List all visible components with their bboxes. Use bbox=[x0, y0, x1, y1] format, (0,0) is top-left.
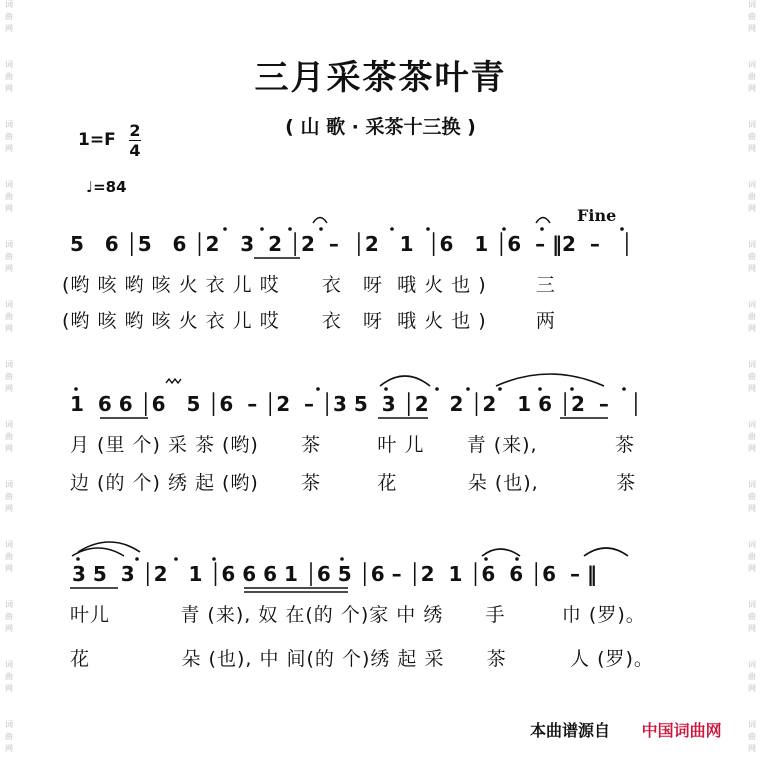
watermark-char: 曲 bbox=[5, 432, 13, 441]
watermark-char: 词 bbox=[5, 660, 13, 669]
watermark-char: 词 bbox=[748, 540, 756, 549]
tempo-marking: ♩=84 bbox=[86, 178, 127, 196]
watermark-char: 词 bbox=[748, 660, 756, 669]
watermark-char: 网 bbox=[748, 504, 756, 513]
watermark-char: 词 bbox=[5, 0, 13, 9]
watermark-char: 曲 bbox=[748, 192, 756, 201]
song-subtitle: ( 山 歌 · 采茶十三换 ) bbox=[285, 116, 476, 138]
watermark-char: 曲 bbox=[5, 312, 13, 321]
watermark-char: 词 bbox=[748, 600, 756, 609]
watermark-char: 词 bbox=[748, 720, 756, 729]
watermark-char: 词 bbox=[5, 240, 13, 249]
watermark-char: 词 bbox=[748, 420, 756, 429]
watermark-char: 网 bbox=[748, 24, 756, 33]
beam-underlines bbox=[70, 258, 608, 592]
watermark-char: 曲 bbox=[748, 492, 756, 501]
watermark-char: 网 bbox=[5, 264, 13, 273]
fermatas bbox=[313, 218, 550, 224]
watermark-char: 曲 bbox=[748, 612, 756, 621]
watermark-char: 网 bbox=[5, 384, 13, 393]
watermark-char: 词 bbox=[5, 300, 13, 309]
slurs bbox=[72, 374, 628, 556]
system-3-lyric-1: 叶儿 青 (来), 奴 在(的 个)家 中 绣 手 巾 (罗)。 bbox=[70, 604, 646, 626]
watermark-char: 曲 bbox=[748, 432, 756, 441]
watermark-char: 词 bbox=[5, 360, 13, 369]
watermark-char: 词 bbox=[748, 0, 756, 9]
system-3-notes: 3 5 3 │2 1 │6 6 6 1 │6 5 │6 – │2 1 │6 6 │6 – ‖ bbox=[72, 562, 597, 586]
watermark-char: 网 bbox=[748, 204, 756, 213]
octave-dots bbox=[74, 227, 626, 561]
system-1-notes: 5 6 │5 6 │2 3 2 │2 – │2 1 │6 1 │6 – ‖2 – │ bbox=[70, 232, 633, 256]
watermark-char: 网 bbox=[748, 684, 756, 693]
watermark-char: 词 bbox=[5, 120, 13, 129]
watermark-char: 曲 bbox=[5, 732, 13, 741]
watermark-char: 网 bbox=[748, 84, 756, 93]
system-2-notes: 1 6 6 │6 5 │6 – │2 – │3 5 3 │2 2 │2 1 6 │2 – │ bbox=[70, 392, 642, 416]
watermark-char: 曲 bbox=[748, 12, 756, 21]
watermark-char: 网 bbox=[5, 144, 13, 153]
song-title: 三月采茶茶叶青 bbox=[254, 58, 507, 98]
watermark-char: 网 bbox=[748, 744, 756, 753]
watermark-char: 曲 bbox=[748, 132, 756, 141]
watermark-char: 网 bbox=[5, 744, 13, 753]
watermark-char: 曲 bbox=[5, 72, 13, 81]
watermark-char: 曲 bbox=[748, 72, 756, 81]
system-2-lyric-2: 边 (的 个) 绣 起 (哟) 茶 花 朵 (也), 茶 bbox=[70, 472, 637, 494]
watermark-char: 曲 bbox=[5, 492, 13, 501]
watermark-char: 曲 bbox=[748, 252, 756, 261]
watermark-char: 词 bbox=[748, 240, 756, 249]
watermark-char: 网 bbox=[5, 504, 13, 513]
watermark-char: 网 bbox=[5, 24, 13, 33]
source-credit bbox=[530, 718, 722, 741]
watermark-char: 词 bbox=[748, 180, 756, 189]
watermark-char: 词 bbox=[5, 420, 13, 429]
watermark-char: 网 bbox=[5, 84, 13, 93]
system-3-lyric-2: 花 朵 (也), 中 间(的 个)绣 起 采 茶 人 (罗)。 bbox=[70, 648, 654, 670]
mordent bbox=[166, 379, 181, 383]
watermark-char: 网 bbox=[5, 444, 13, 453]
watermark-char: 曲 bbox=[5, 372, 13, 381]
watermark-char: 网 bbox=[5, 624, 13, 633]
watermark-char: 网 bbox=[748, 324, 756, 333]
watermark-char: 网 bbox=[5, 204, 13, 213]
source-site[interactable]: 中国词曲网 bbox=[641, 721, 722, 740]
watermark-char: 词 bbox=[5, 540, 13, 549]
watermark-char: 词 bbox=[5, 60, 13, 69]
watermark-char: 曲 bbox=[748, 672, 756, 681]
watermark-char: 词 bbox=[748, 360, 756, 369]
watermark-char: 曲 bbox=[748, 372, 756, 381]
system-1-lyric-1: (哟 咳 哟 咳 火 衣 儿 哎 衣 呀 哦 火 也 ) 三 bbox=[62, 274, 556, 296]
watermark-char: 词 bbox=[5, 600, 13, 609]
watermark-char: 网 bbox=[748, 144, 756, 153]
watermark-char: 曲 bbox=[5, 12, 13, 21]
system-2-lyric-1: 月 (里 个) 采 茶 (哟) 茶 叶 儿 青 (来), 茶 bbox=[70, 434, 636, 456]
watermark-char: 词 bbox=[5, 480, 13, 489]
watermark-char: 网 bbox=[5, 564, 13, 573]
source-label: 本曲谱源自 bbox=[530, 721, 611, 740]
key-signature: 1=F bbox=[78, 130, 116, 150]
watermark-char: 曲 bbox=[5, 192, 13, 201]
watermark-char: 曲 bbox=[748, 312, 756, 321]
watermark-char: 词 bbox=[748, 300, 756, 309]
system-1-lyric-2: (哟 咳 哟 咳 火 衣 儿 哎 衣 呀 哦 火 也 ) 两 bbox=[62, 310, 556, 332]
watermark-char: 曲 bbox=[5, 672, 13, 681]
watermark-char: 曲 bbox=[748, 732, 756, 741]
watermark-char: 词 bbox=[5, 180, 13, 189]
watermark-char: 词 bbox=[748, 120, 756, 129]
watermark-char: 网 bbox=[748, 564, 756, 573]
watermark-char: 曲 bbox=[5, 612, 13, 621]
watermark-char: 曲 bbox=[748, 552, 756, 561]
watermark-char: 网 bbox=[5, 684, 13, 693]
watermark-char: 词 bbox=[5, 720, 13, 729]
time-signature-top: 2 bbox=[129, 121, 141, 140]
watermark-char: 词 bbox=[748, 60, 756, 69]
time-signature-bottom: 4 bbox=[129, 141, 141, 160]
watermark-char: 网 bbox=[748, 444, 756, 453]
fine-marking: Fine bbox=[577, 206, 617, 225]
watermark-char: 网 bbox=[748, 384, 756, 393]
watermark-char: 网 bbox=[748, 624, 756, 633]
watermark-char: 曲 bbox=[5, 252, 13, 261]
watermark-char: 曲 bbox=[5, 132, 13, 141]
watermark-char: 曲 bbox=[5, 552, 13, 561]
watermark-char: 词 bbox=[748, 480, 756, 489]
watermark-char: 网 bbox=[5, 324, 13, 333]
watermark-char: 网 bbox=[748, 264, 756, 273]
